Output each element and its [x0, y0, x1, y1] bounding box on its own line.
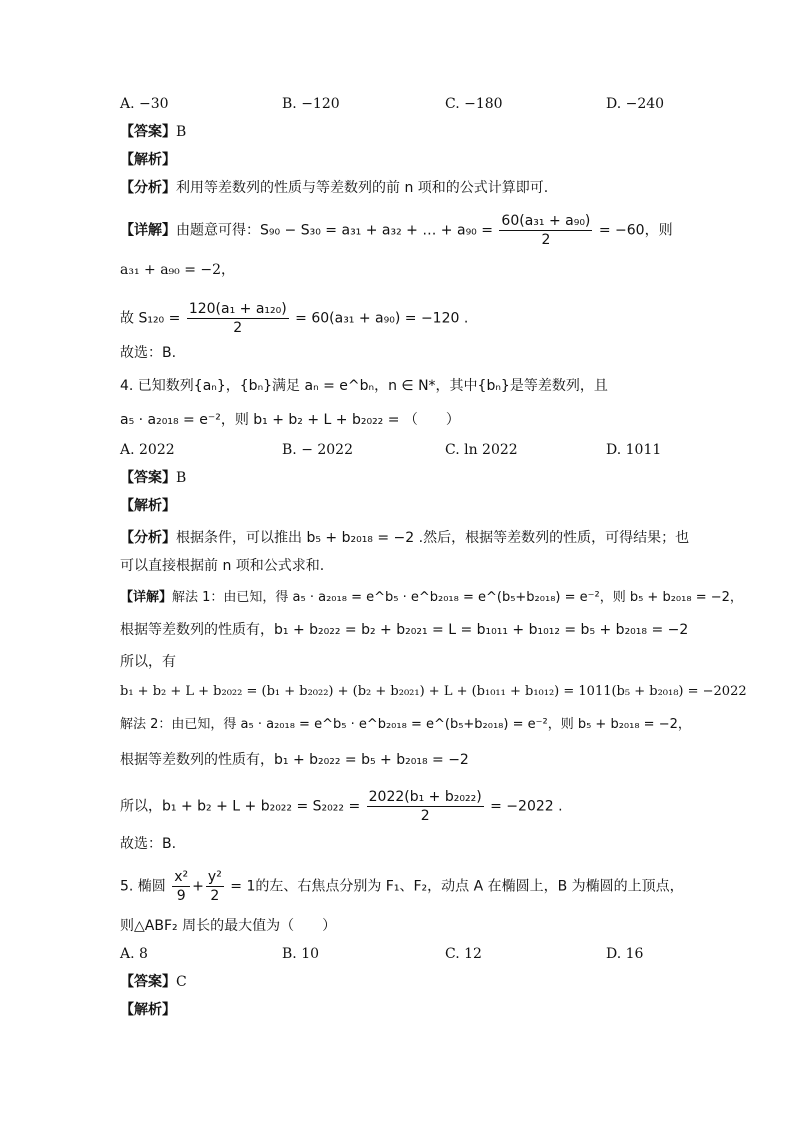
q4-fenxi-line2: 可以直接根据前 n 项和公式求和.: [120, 558, 325, 574]
answer-value: B: [176, 470, 187, 486]
q4-fenxi-line1: [120, 528, 720, 548]
fraction-denominator: 2: [420, 808, 430, 824]
q3-detail-line2: a₃₁ + a₉₀ = −2，: [120, 262, 236, 278]
stem-pre: 5. 椭圆: [120, 878, 166, 895]
fraction-numerator: y²: [207, 869, 222, 885]
detail-tail: = 60(a₃₁ + a₉₀) = −120 .: [295, 310, 469, 327]
q3-option-a: A. −30: [120, 96, 169, 112]
fraction: [187, 300, 289, 337]
q4-detail-line6: 根据等差数列的性质有，b₁ + b₂₀₂₂ = b₅ + b₂₀₁₈ = −2: [120, 752, 469, 768]
detail-label: 【详解】: [120, 590, 173, 605]
fraction: [172, 868, 190, 905]
fenxi-label: 【分析】: [120, 530, 176, 546]
q3-detail-line1: [120, 212, 720, 249]
q5-option-c: C. 12: [445, 946, 482, 962]
answer-label: 【答案】: [120, 124, 176, 140]
q5-option-d: D. 16: [606, 946, 644, 962]
q4-detail-line4: b₁ + b₂ + L + b₂₀₂₂ = (b₁ + b₂₀₂₂) + (b₂ + b₂₀₂₁) + L + (b₁₀₁₁ + b₁₀₁₂) = 1011(b₅ + b₂₀₁₈) = −2022: [120, 684, 747, 699]
answer-label: 【答案】: [120, 974, 176, 990]
q4-option-c: C. ln 2022: [445, 442, 518, 458]
q5-answer: [120, 972, 720, 992]
q4-choose: 故选：B.: [120, 836, 177, 852]
q4-detail-line5: 解法 2：由已知，得 a₅ · a₂₀₁₈ = e^b₅ · e^b₂₀₁₈ = e^(b₅+b₂₀₁₈) = e⁻²，则 b₅ + b₂₀₁₈ = −2，: [120, 717, 691, 732]
fraction-numerator: 2022(b₁ + b₂₀₂₂): [368, 789, 482, 805]
q4-detail-line3: 所以，有: [120, 654, 176, 670]
stem-tail: = 1的左、右焦点分别为 F₁、F₂，动点 A 在椭圆上，B 为椭圆的上顶点，: [230, 878, 684, 895]
fraction: [367, 788, 484, 825]
q3-option-c: C. −180: [445, 96, 503, 112]
q3-analysis-label: 【解析】: [120, 152, 176, 168]
fenxi-text: 利用等差数列的性质与等差数列的前 n 项和的公式计算即可.: [176, 180, 549, 196]
q5-analysis-label: 【解析】: [120, 1002, 176, 1018]
q3-option-b: B. −120: [282, 96, 340, 112]
detail-text: 解法 1：由已知，得 a₅ · a₂₀₁₈ = e^b₅ · e^b₂₀₁₈ = e^(b₅+b₂₀₁₈) = e⁻²，则 b₅ + b₂₀₁₈ = −2，: [172, 590, 743, 605]
q3-detail-line3: [120, 300, 720, 337]
detail-tail: = −2022 .: [490, 798, 563, 815]
q4-stem-line2: a₅ · a₂₀₁₈ = e⁻²，则 b₁ + b₂ + L + b₂₀₂₂ = （ ）: [120, 412, 460, 428]
fraction-numerator: x²: [174, 869, 189, 885]
fraction-denominator: 2: [233, 320, 243, 336]
q3-fenxi: [120, 178, 720, 198]
answer-value: C: [176, 974, 187, 990]
q4-detail-line1: [120, 588, 743, 608]
fenxi-label: 【分析】: [120, 180, 176, 196]
fraction-denominator: 9: [176, 888, 186, 904]
q5-stem-line1: [120, 868, 720, 905]
q4-detail-line7: [120, 788, 720, 825]
q5-stem-line2: 则△ABF₂ 周长的最大值为（ ）: [120, 918, 337, 934]
q3-choose: 故选：B.: [120, 345, 177, 361]
detail-label: 【详解】: [120, 222, 176, 239]
q4-analysis-label: 【解析】: [120, 498, 176, 514]
q5-option-b: B. 10: [282, 946, 320, 962]
q3-answer: [120, 122, 720, 142]
detail-tail: = −60，则: [598, 222, 673, 239]
q5-option-a: A. 8: [120, 946, 148, 962]
detail-text: 由题意可得：S₉₀ − S₃₀ = a₃₁ + a₃₂ + … + a₉₀ =: [176, 222, 493, 239]
detail-pre: 所以，b₁ + b₂ + L + b₂₀₂₂ = S₂₀₂₂ =: [120, 798, 361, 815]
plus-sign: +: [192, 878, 204, 895]
answer-value: B: [176, 124, 187, 140]
fraction-denominator: 2: [210, 888, 220, 904]
q3-option-d: D. −240: [606, 96, 665, 112]
q4-answer: [120, 468, 720, 488]
fraction: [206, 868, 224, 905]
fraction-numerator: 60(a₃₁ + a₉₀): [501, 213, 591, 229]
q4-option-a: A. 2022: [120, 442, 175, 458]
fraction-denominator: 2: [541, 232, 551, 248]
fraction-numerator: 120(a₁ + a₁₂₀): [188, 301, 287, 317]
fraction: [499, 212, 592, 249]
fenxi-text: 根据条件，可以推出 b₅ + b₂₀₁₈ = −2 .然后，根据等差数列的性质，可得结果；也: [176, 530, 690, 546]
detail-pre: 故 S₁₂₀ =: [120, 310, 181, 327]
q4-option-b: B. − 2022: [282, 442, 353, 458]
q4-detail-line2: 根据等差数列的性质有，b₁ + b₂₀₂₂ = b₂ + b₂₀₂₁ = L = b₁₀₁₁ + b₁₀₁₂ = b₅ + b₂₀₁₈ = −2: [120, 622, 689, 638]
q4-stem-line1: 4. 已知数列{aₙ}，{bₙ}满足 aₙ = e^bₙ，n ∈ N*，其中{bₙ}是等差数列，且: [120, 378, 608, 394]
q4-option-d: D. 1011: [606, 442, 662, 458]
answer-label: 【答案】: [120, 470, 176, 486]
